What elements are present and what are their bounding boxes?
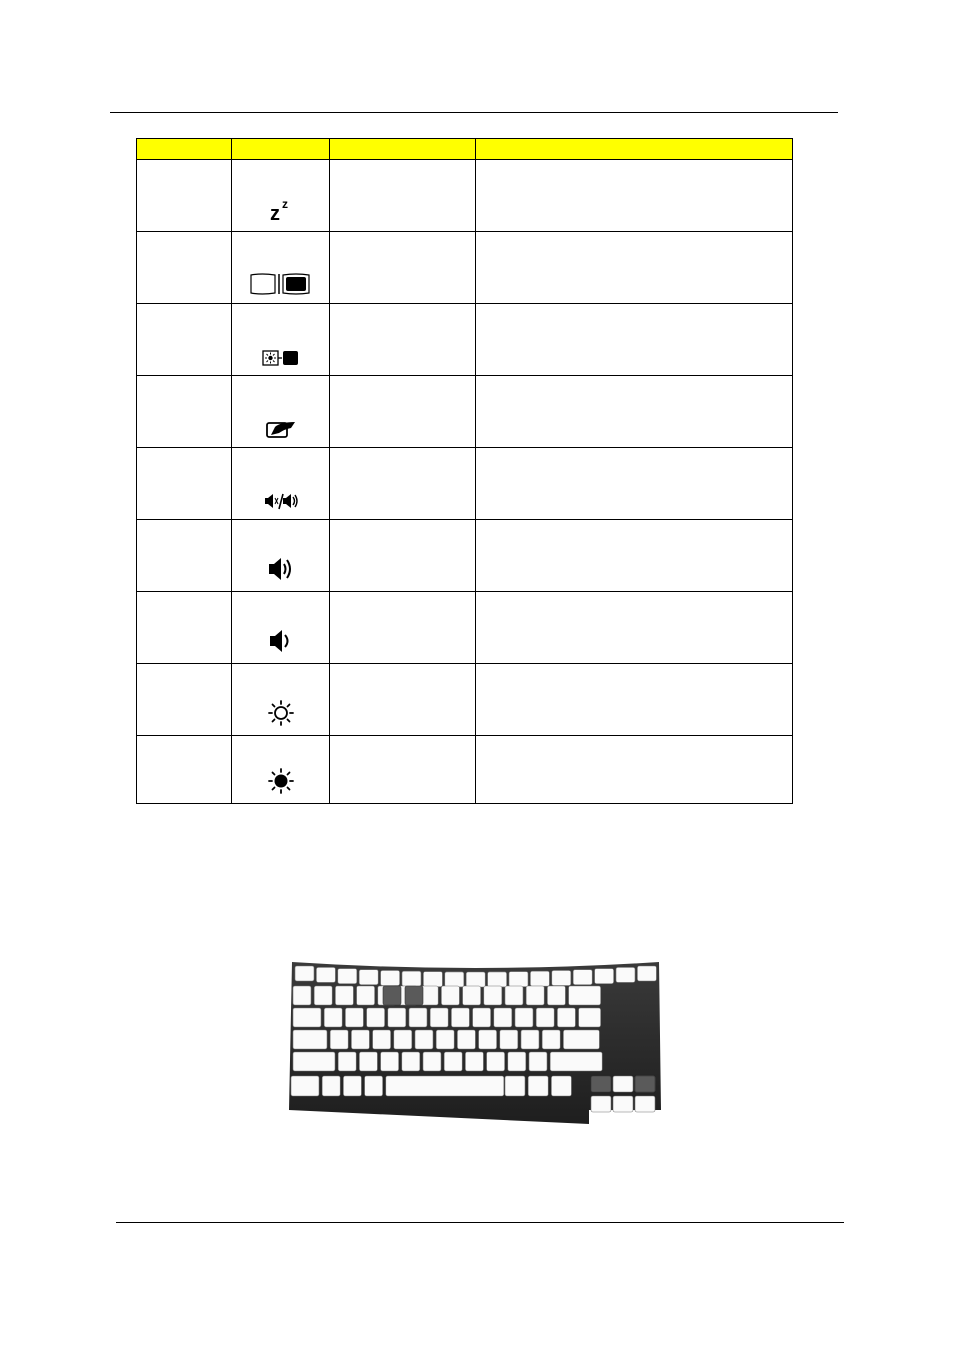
keyboard-key bbox=[500, 1030, 518, 1049]
table-row bbox=[137, 736, 793, 804]
keyboard-key bbox=[423, 1052, 441, 1071]
hotkey-cell bbox=[137, 736, 232, 804]
keyboard-key bbox=[388, 1008, 406, 1027]
keyboard-key bbox=[613, 1096, 633, 1112]
keyboard-key bbox=[291, 1076, 319, 1096]
icon-cell bbox=[232, 448, 330, 520]
keyboard-key bbox=[338, 1052, 356, 1071]
hotkey-cell bbox=[137, 448, 232, 520]
keyboard-key bbox=[528, 1076, 548, 1096]
description-cell bbox=[476, 664, 793, 736]
keyboard-key bbox=[484, 986, 502, 1005]
keyboard-key bbox=[330, 1030, 348, 1049]
keyboard-key bbox=[394, 1030, 412, 1049]
keyboard-key bbox=[402, 971, 421, 986]
header-icon bbox=[232, 139, 330, 160]
sleep-zz-icon bbox=[269, 197, 293, 223]
keyboard-key bbox=[569, 986, 601, 1005]
keyboard-key bbox=[488, 972, 507, 987]
function-cell bbox=[330, 376, 476, 448]
speaker-mute-toggle-icon bbox=[263, 491, 299, 511]
function-cell bbox=[330, 160, 476, 232]
volume-up-icon bbox=[267, 555, 295, 583]
keyboard-spacebar bbox=[386, 1076, 504, 1096]
keyboard-key bbox=[415, 1030, 433, 1049]
description-cell bbox=[476, 160, 793, 232]
euro-altgr-key bbox=[591, 1076, 611, 1092]
icon-cell bbox=[232, 232, 330, 304]
description-cell bbox=[476, 232, 793, 304]
description-cell bbox=[476, 592, 793, 664]
touchpad-toggle-icon bbox=[265, 419, 297, 439]
function-cell bbox=[330, 592, 476, 664]
description-cell bbox=[476, 304, 793, 376]
keyboard-key bbox=[293, 986, 311, 1005]
keyboard-key bbox=[381, 1052, 399, 1071]
keyboard-key bbox=[551, 1076, 571, 1096]
icon-cell bbox=[232, 520, 330, 592]
function-cell bbox=[330, 448, 476, 520]
keyboard-key bbox=[357, 986, 375, 1005]
keyboard-key bbox=[573, 970, 592, 985]
keyboard-key bbox=[365, 1076, 383, 1096]
table-row bbox=[137, 376, 793, 448]
keyboard-key bbox=[508, 1052, 526, 1071]
svg-text:z: z bbox=[269, 203, 280, 223]
function-cell bbox=[330, 736, 476, 804]
keyboard-key bbox=[536, 1008, 554, 1027]
dollar-key bbox=[383, 986, 401, 1005]
keyboard-key bbox=[441, 986, 459, 1005]
header-rule bbox=[110, 112, 838, 113]
icon-cell bbox=[232, 304, 330, 376]
keyboard-key bbox=[436, 1030, 454, 1049]
keyboard-key bbox=[550, 1052, 602, 1071]
keyboard-key bbox=[316, 967, 335, 982]
keyboard-key bbox=[359, 970, 378, 985]
keyboard-key bbox=[552, 971, 571, 986]
keyboard-key bbox=[505, 986, 523, 1005]
keyboard-key bbox=[515, 1008, 533, 1027]
table-header-row bbox=[137, 139, 793, 160]
table-row bbox=[137, 664, 793, 736]
keyboard-key bbox=[473, 1008, 491, 1027]
header-description bbox=[476, 139, 793, 160]
keyboard-key bbox=[595, 969, 614, 984]
keyboard-key bbox=[444, 1052, 462, 1071]
keyboard-key bbox=[457, 1030, 475, 1049]
icon-cell bbox=[232, 736, 330, 804]
keyboard-key bbox=[314, 986, 332, 1005]
hotkey-cell bbox=[137, 160, 232, 232]
description-cell bbox=[476, 376, 793, 448]
function-cell bbox=[330, 520, 476, 592]
hotkey-cell bbox=[137, 520, 232, 592]
function-cell bbox=[330, 232, 476, 304]
keyboard-key bbox=[345, 1008, 363, 1027]
keyboard-key bbox=[466, 972, 485, 987]
table-row bbox=[137, 592, 793, 664]
keyboard-key bbox=[616, 967, 635, 982]
header-hotkey bbox=[137, 139, 232, 160]
keyboard-key bbox=[343, 1076, 361, 1096]
keyboard-key bbox=[557, 1008, 575, 1027]
icon-cell bbox=[232, 592, 330, 664]
table-row bbox=[137, 520, 793, 592]
icon-cell bbox=[232, 664, 330, 736]
description-cell bbox=[476, 448, 793, 520]
keyboard-key bbox=[521, 1030, 539, 1049]
volume-down-icon bbox=[268, 627, 294, 655]
keyboard-layout-icon bbox=[275, 944, 675, 1126]
keyboard-key bbox=[351, 1030, 369, 1049]
keyboard-key bbox=[423, 972, 442, 987]
keyboard-key bbox=[293, 1030, 327, 1049]
keyboard-key bbox=[338, 969, 357, 984]
brightness-up-icon bbox=[267, 699, 295, 727]
keyboard-key bbox=[463, 986, 481, 1005]
keyboard-key bbox=[529, 1052, 547, 1071]
keyboard-key bbox=[505, 1076, 525, 1096]
keyboard-key bbox=[293, 1008, 321, 1027]
function-cell bbox=[330, 304, 476, 376]
screen-blank-icon bbox=[261, 349, 301, 367]
keyboard-key bbox=[487, 1052, 505, 1071]
table-row bbox=[137, 160, 793, 232]
keyboard-key bbox=[563, 1030, 599, 1049]
keyboard-key bbox=[322, 1076, 340, 1096]
description-cell bbox=[476, 736, 793, 804]
footer-rule bbox=[116, 1222, 844, 1223]
keyboard-key bbox=[359, 1052, 377, 1071]
keyboard-key bbox=[637, 966, 656, 981]
keyboard-key bbox=[635, 1096, 655, 1112]
display-toggle-icon bbox=[249, 273, 313, 295]
keyboard-key bbox=[324, 1008, 342, 1027]
keyboard-key bbox=[509, 972, 528, 987]
keyboard-key bbox=[409, 1008, 427, 1027]
keyboard-key bbox=[430, 1008, 448, 1027]
keyboard-key bbox=[465, 1052, 483, 1071]
header-function bbox=[330, 139, 476, 160]
keyboard-key bbox=[542, 1030, 560, 1049]
hotkey-cell bbox=[137, 376, 232, 448]
table-row bbox=[137, 448, 793, 520]
table-row bbox=[137, 304, 793, 376]
keyboard-key bbox=[451, 1008, 469, 1027]
icon-cell bbox=[232, 376, 330, 448]
keyboard-key bbox=[295, 966, 314, 981]
keyboard-key bbox=[373, 1030, 391, 1049]
keyboard-key bbox=[335, 986, 353, 1005]
keyboard-key bbox=[579, 1008, 601, 1027]
keyboard-key bbox=[494, 1008, 512, 1027]
svg-text:z: z bbox=[281, 197, 288, 211]
dollar-altgr-key bbox=[635, 1076, 655, 1092]
keyboard-key bbox=[613, 1076, 633, 1092]
keyboard-key bbox=[445, 972, 464, 987]
hotkey-table bbox=[136, 138, 793, 804]
keyboard-key bbox=[381, 971, 400, 986]
description-cell bbox=[476, 520, 793, 592]
icon-cell bbox=[232, 160, 330, 232]
hotkey-cell bbox=[137, 592, 232, 664]
keyboard-key bbox=[293, 1052, 335, 1071]
brightness-down-icon bbox=[267, 767, 295, 795]
euro-key bbox=[405, 986, 423, 1005]
keyboard-key bbox=[526, 986, 544, 1005]
keyboard-key bbox=[367, 1008, 385, 1027]
hotkey-cell bbox=[137, 232, 232, 304]
keyboard-key bbox=[402, 1052, 420, 1071]
keyboard-key bbox=[591, 1096, 611, 1112]
function-cell bbox=[330, 664, 476, 736]
hotkey-cell bbox=[137, 304, 232, 376]
table-row bbox=[137, 232, 793, 304]
hotkey-cell bbox=[137, 664, 232, 736]
keyboard-key bbox=[547, 986, 565, 1005]
keyboard-key bbox=[530, 971, 549, 986]
keyboard-key bbox=[479, 1030, 497, 1049]
